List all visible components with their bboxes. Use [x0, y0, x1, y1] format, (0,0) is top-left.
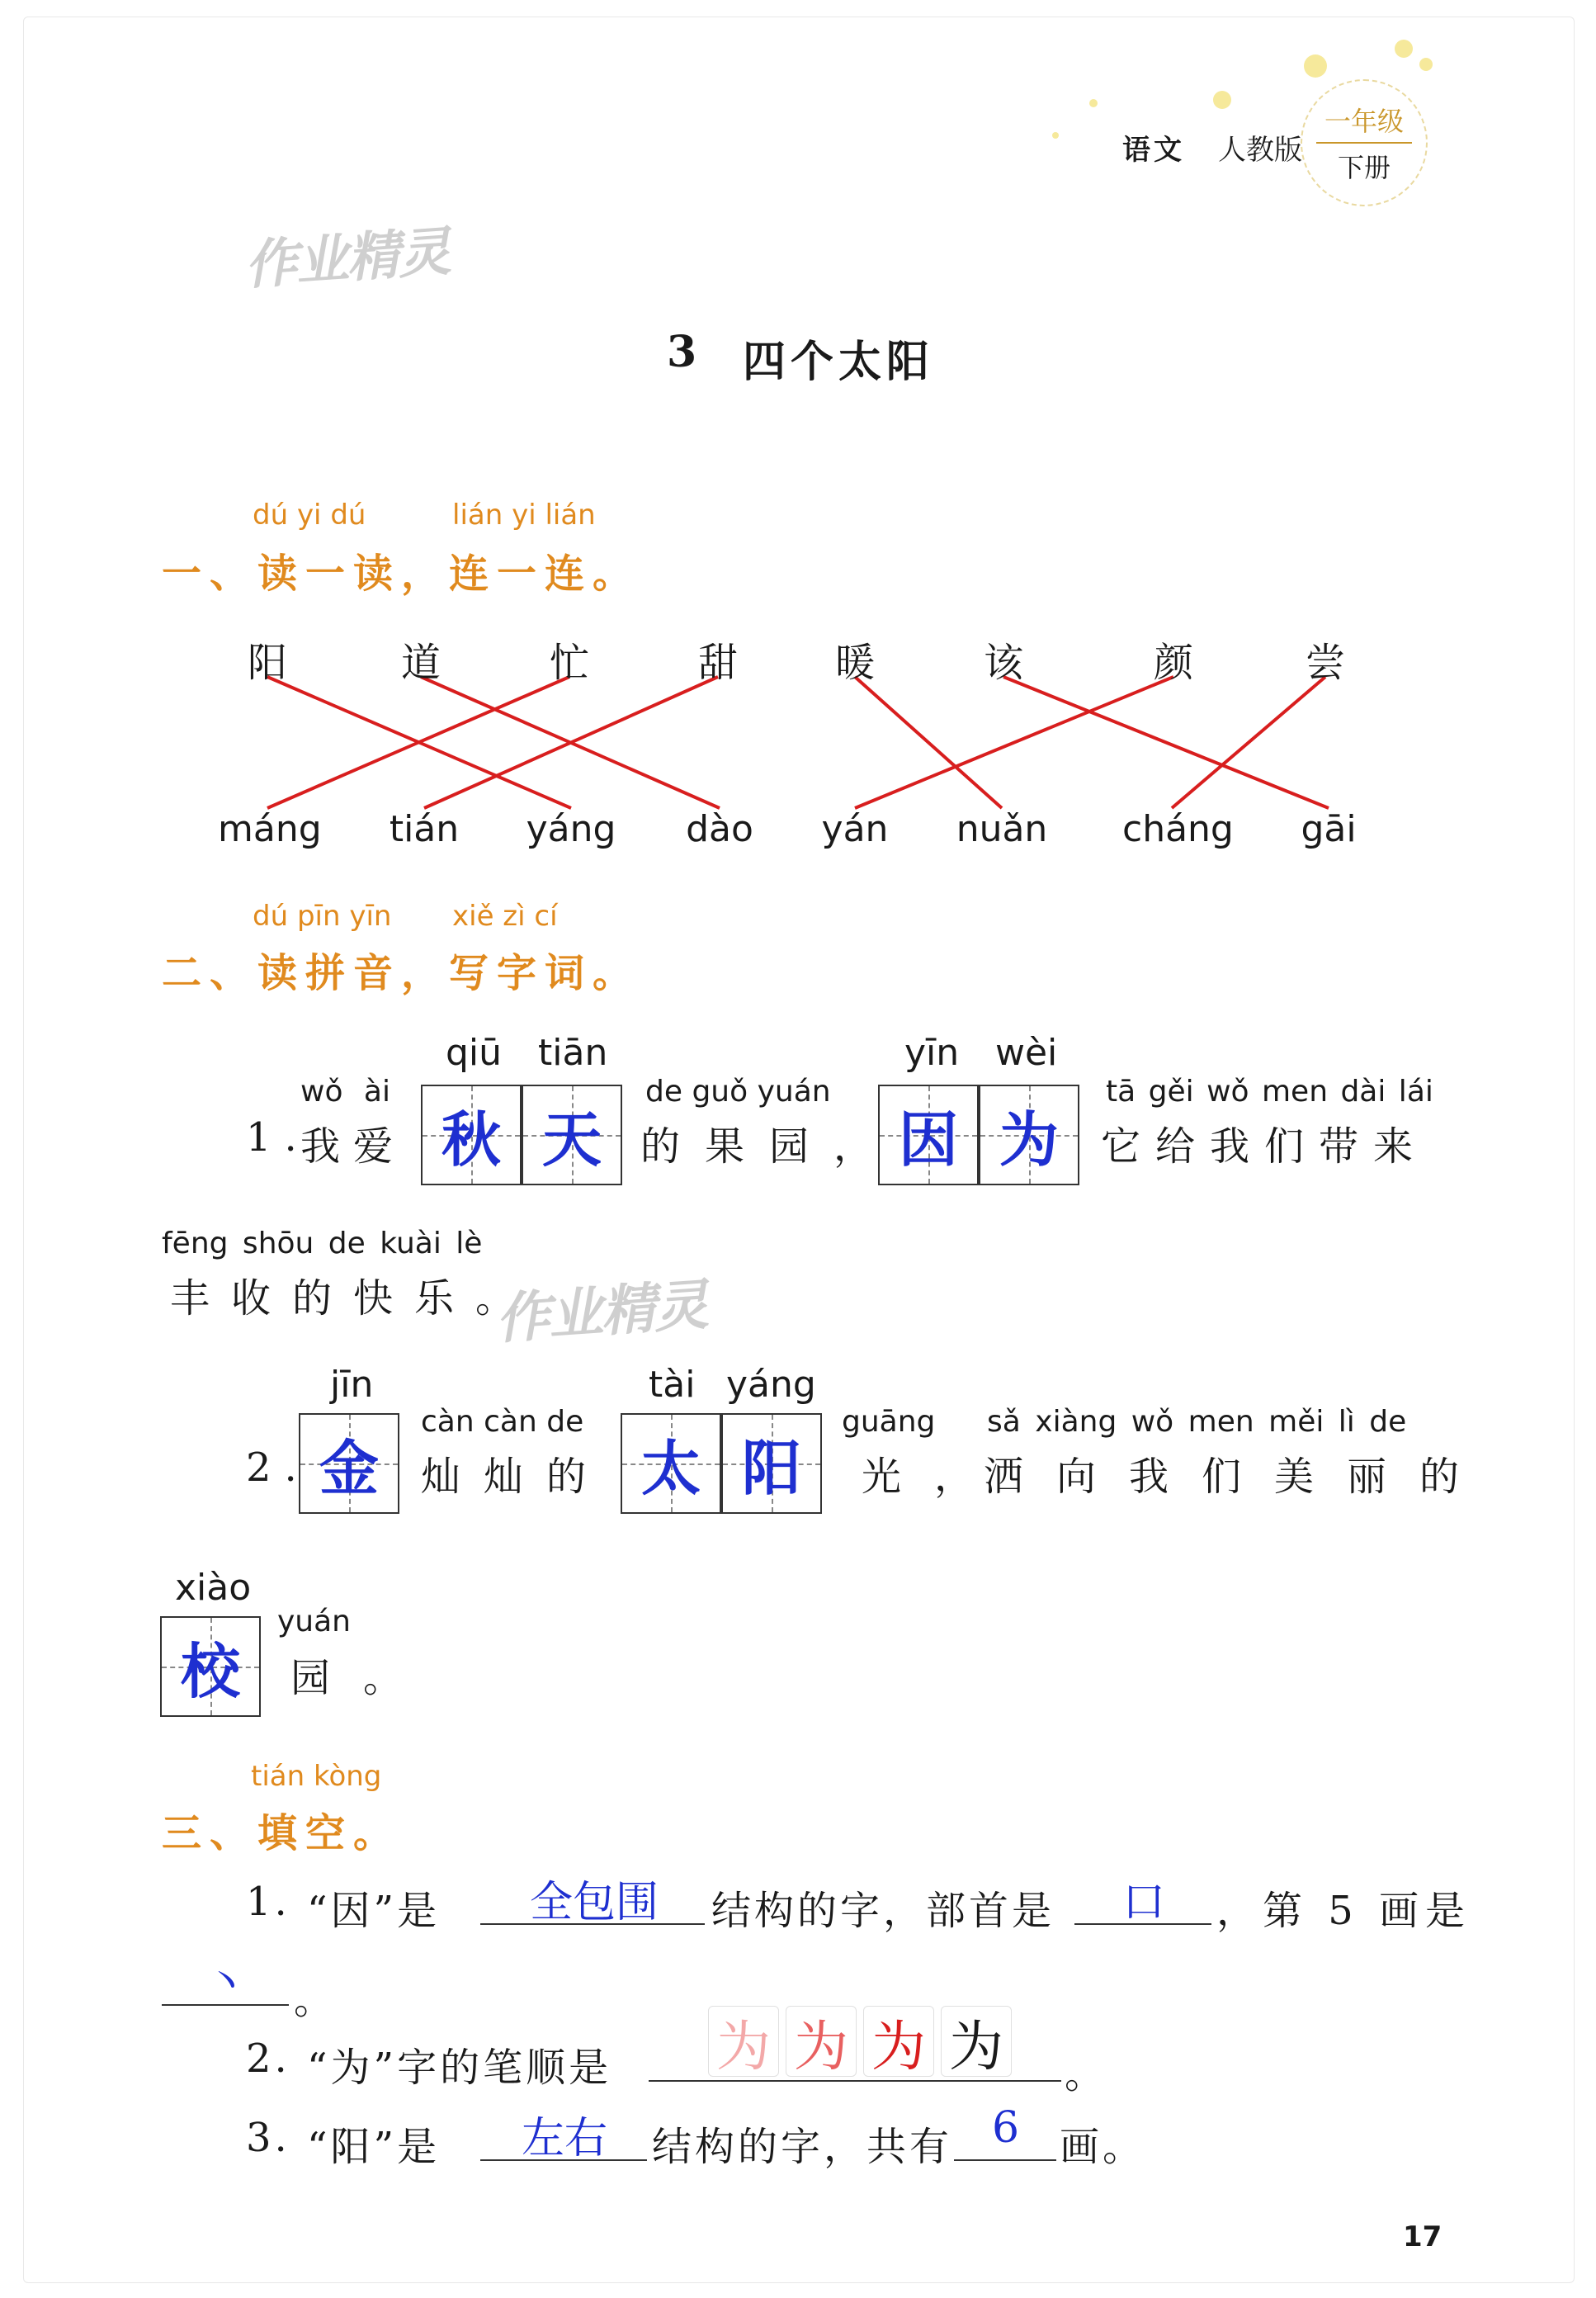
- section-heading: 一、读一读，连一连。: [162, 551, 641, 597]
- section-pinyin: lián yi lián: [452, 499, 596, 532]
- match-line: [1003, 677, 1329, 808]
- box-pinyin: tiān: [538, 1032, 608, 1074]
- question-number: 2.: [246, 2036, 290, 2082]
- answer-char: 因: [898, 1104, 958, 1175]
- match-pinyin[interactable]: cháng: [1122, 808, 1234, 850]
- section-pinyin: dú yi dú: [253, 499, 366, 532]
- grade-label: 一年级: [1316, 101, 1412, 144]
- pinyin-text: tā gěi wǒ men dài lái: [1106, 1075, 1433, 1109]
- question-number: 3.: [246, 2115, 290, 2161]
- matching-lines: [0, 0, 1596, 908]
- writing-box[interactable]: [160, 1616, 261, 1717]
- watermark-logo: 作业精灵: [493, 1273, 709, 1351]
- lesson-title: 四个太阳: [743, 338, 935, 387]
- match-character[interactable]: 暖: [835, 640, 876, 686]
- term-label: 下册: [1337, 152, 1391, 183]
- box-pinyin: wèi: [995, 1032, 1058, 1074]
- answer-text: 全包围: [530, 1878, 659, 1927]
- header-subject: 语文: [1122, 134, 1185, 167]
- answer-char: 秋: [441, 1104, 501, 1175]
- answer-blank[interactable]: [954, 2159, 1056, 2161]
- lesson-number: 3: [667, 327, 702, 377]
- question-text: 。: [1065, 2051, 1118, 2097]
- match-pinyin[interactable]: máng: [218, 808, 322, 850]
- box-pinyin: yīn: [904, 1032, 960, 1074]
- writing-box[interactable]: [878, 1085, 979, 1185]
- sentence-text: 园。: [290, 1655, 437, 1701]
- answer-text: 左右: [522, 2114, 608, 2163]
- writing-box[interactable]: [421, 1085, 522, 1185]
- answer-text: 6: [992, 2103, 1020, 2153]
- pinyin-text: càn càn de: [421, 1405, 584, 1439]
- writing-box[interactable]: [621, 1413, 721, 1514]
- question-text: 。: [294, 1977, 347, 2023]
- question-text: 结构的字，部首是: [711, 1888, 1055, 1934]
- answer-text: 口: [1122, 1878, 1166, 1927]
- pinyin-text: yuán: [277, 1605, 351, 1638]
- question-text: “为”字的笔顺是: [307, 2045, 612, 2091]
- sentence-text: 洒向我们美丽的: [984, 1454, 1493, 1500]
- sentence-text: 的果园，: [640, 1123, 899, 1170]
- match-character[interactable]: 忙: [550, 640, 590, 686]
- stroke-order-step: 为: [863, 2006, 934, 2077]
- section-pinyin: dú pīn yīn: [253, 900, 392, 933]
- pinyin-text: de guǒ yuán: [645, 1075, 831, 1109]
- box-pinyin: jīn: [330, 1364, 374, 1406]
- writing-box[interactable]: [299, 1413, 399, 1514]
- box-pinyin: qiū: [446, 1032, 503, 1074]
- writing-box[interactable]: [979, 1085, 1079, 1185]
- section-heading: 三、填空。: [162, 1810, 402, 1856]
- answer-char: 太: [640, 1433, 701, 1503]
- stroke-order-step: 为: [708, 2006, 779, 2077]
- pinyin-text: sǎ xiàng wǒ men měi lì de: [987, 1405, 1407, 1439]
- section-pinyin: xiě zì cí: [452, 900, 558, 933]
- question-text: 画。: [1060, 2124, 1146, 2170]
- match-line: [855, 677, 1002, 808]
- section-pinyin: tián kòng: [251, 1760, 382, 1793]
- match-pinyin[interactable]: yán: [821, 808, 889, 850]
- question-text: 结构的字，共有: [652, 2124, 953, 2170]
- answer-text: 丶: [205, 1959, 248, 2008]
- answer-char: 校: [180, 1636, 240, 1706]
- answer-char: 金: [319, 1433, 379, 1503]
- question-text: “因”是: [307, 1888, 441, 1934]
- match-line: [1172, 677, 1325, 808]
- question-number: 1.: [246, 1114, 310, 1161]
- match-line: [855, 677, 1173, 808]
- match-pinyin[interactable]: gāi: [1301, 808, 1357, 850]
- question-text: ，第 5 画是: [1216, 1888, 1472, 1934]
- match-character[interactable]: 颜: [1154, 640, 1194, 686]
- answer-char: 为: [999, 1104, 1059, 1175]
- question-number: 1.: [246, 1879, 290, 1925]
- match-character[interactable]: 该: [984, 640, 1024, 686]
- writing-box[interactable]: [721, 1413, 822, 1514]
- box-pinyin: xiào: [175, 1567, 252, 1609]
- sentence-text: 它给我们带来: [1101, 1123, 1428, 1170]
- header-edition: 人教版: [1218, 134, 1302, 167]
- watermark-logo: 作业精灵: [243, 221, 451, 297]
- pinyin-text: guāng: [842, 1405, 936, 1439]
- writing-box[interactable]: [522, 1085, 622, 1185]
- pinyin-text: fēng shōu de kuài lè: [162, 1227, 483, 1260]
- box-pinyin: tài: [649, 1364, 696, 1406]
- box-pinyin: yáng: [726, 1364, 816, 1406]
- match-character[interactable]: 尝: [1306, 640, 1346, 686]
- stroke-order-step: 为: [786, 2006, 857, 2077]
- sentence-text: 灿灿的: [421, 1454, 610, 1500]
- match-character[interactable]: 阳: [248, 640, 288, 686]
- pinyin-text: wǒ ài: [300, 1075, 390, 1109]
- match-character[interactable]: 甜: [698, 640, 739, 686]
- match-pinyin[interactable]: nuǎn: [956, 808, 1048, 850]
- sentence-text: 丰收的快乐。: [170, 1275, 537, 1322]
- question-text: “阳”是: [307, 2124, 441, 2170]
- answer-char: 天: [541, 1104, 602, 1175]
- match-character[interactable]: 道: [401, 640, 441, 686]
- match-pinyin[interactable]: yáng: [526, 808, 616, 850]
- match-pinyin[interactable]: tián: [389, 808, 460, 850]
- sentence-text: 我爱: [300, 1123, 407, 1170]
- page-number: 17: [1403, 2220, 1443, 2253]
- answer-char: 阳: [741, 1433, 801, 1503]
- match-pinyin[interactable]: dào: [686, 808, 753, 850]
- stroke-order-step: 为: [941, 2006, 1012, 2077]
- question-number: 2.: [246, 1445, 310, 1491]
- sentence-text: 光，: [862, 1454, 1008, 1500]
- section-heading: 二、读拼音，写字词。: [162, 950, 641, 996]
